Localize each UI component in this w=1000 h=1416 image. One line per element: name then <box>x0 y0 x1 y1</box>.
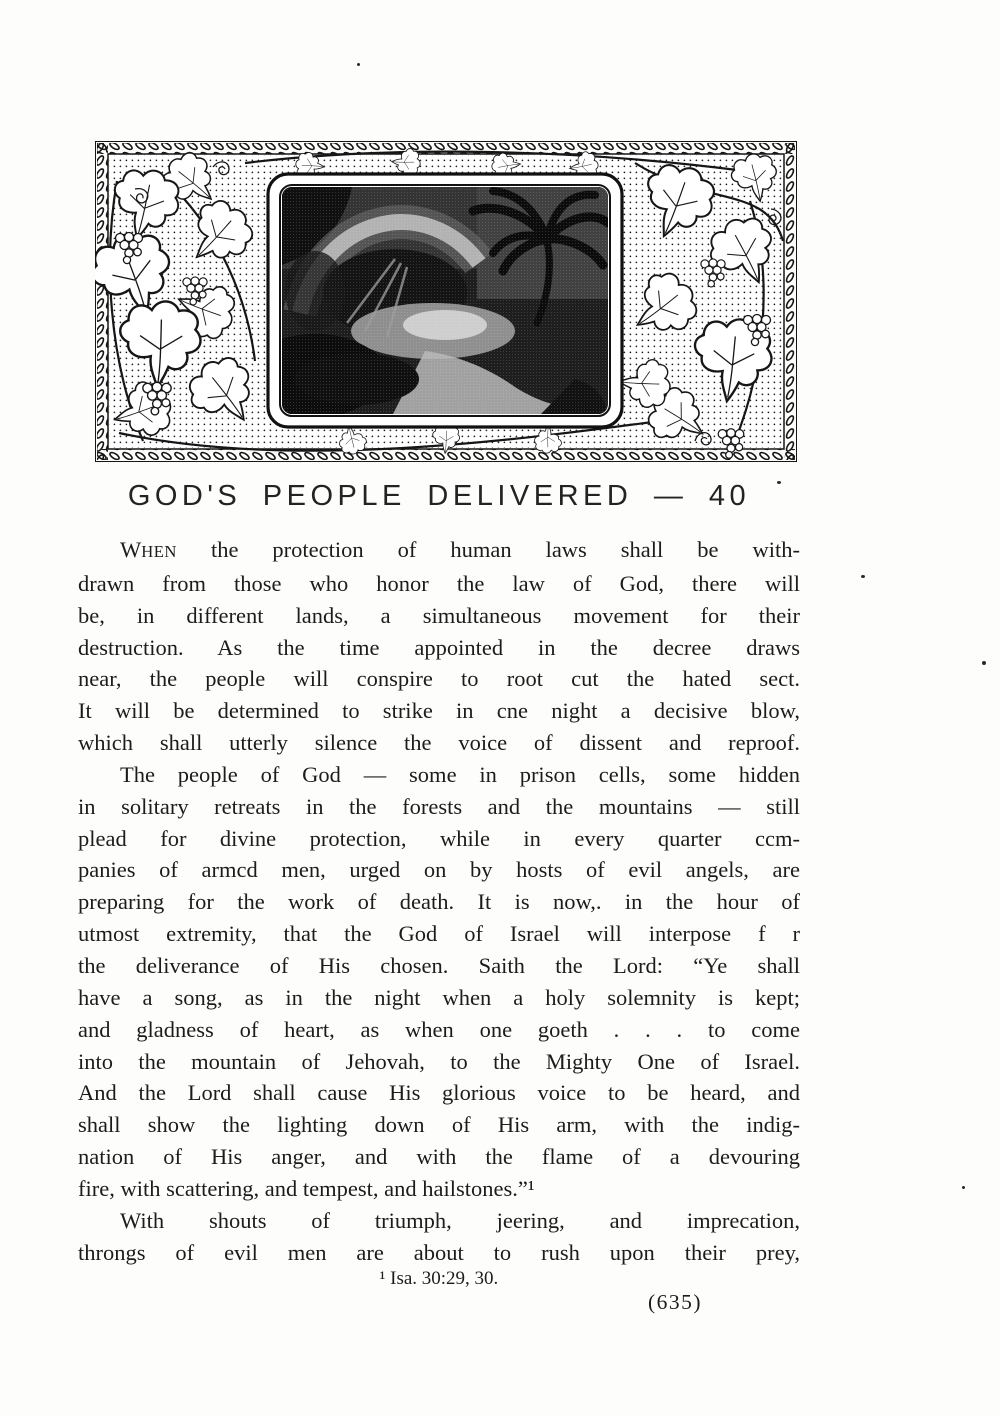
body-text <box>78 534 800 1268</box>
scan-speck <box>962 1186 965 1189</box>
text-line: It will be determined to strike in cne night a decisive blow, <box>78 698 800 724</box>
text-line: fire, with scattering, and tempest, and hailstones.”¹ <box>78 1175 535 1201</box>
text-line: With shouts of triumph, jeering, and imprecation, <box>120 1207 800 1233</box>
text-line: nation of His anger, and with the flame of a devouring <box>78 1144 800 1170</box>
chapter-title: GOD'S PEOPLE DELIVERED — 40 <box>127 480 751 512</box>
scan-speck <box>777 481 781 484</box>
text-line: drawn from those who honor the law of God, there will <box>78 570 800 596</box>
text-line: WHEN the protection of human laws shall be with- <box>120 537 800 562</box>
text-line: destruction. As the time appointed in the decree draws <box>78 634 800 660</box>
text-line: panies of armcd men, urged on by hosts of evil angels, are <box>78 857 800 883</box>
text-line: and gladness of heart, as when one goeth . . . to come <box>78 1016 800 1042</box>
page-number: (635) <box>648 1290 703 1314</box>
text-line: The people of God — some in prison cells, some hidden <box>120 761 800 787</box>
text-line: near, the people will conspire to root cut the hated sect. <box>78 666 800 692</box>
grapevine-headpiece <box>95 141 797 462</box>
text-line: plead for divine protection, while in every quarter ccm- <box>78 825 800 851</box>
footnote: ¹ Isa. 30:29, 30. <box>379 1268 499 1289</box>
landscape-engraving <box>282 187 608 414</box>
text-line: And the Lord shall cause His glorious voice to be heard, and <box>78 1080 800 1106</box>
scan-speck <box>357 63 360 66</box>
scan-speck <box>861 575 865 578</box>
text-line: the deliverance of His chosen. Saith the Lord: “Ye shall <box>78 952 800 978</box>
text-line: be, in different lands, a simultaneous movement for their <box>78 602 800 628</box>
text-line: preparing for the work of death. It is now,. in the hour of <box>78 889 800 915</box>
scan-speck <box>982 661 986 665</box>
text-line: throngs of evil men are about to rush upon their prey, <box>78 1239 800 1265</box>
text-line: into the mountain of Jehovah, to the Mighty One of Israel. <box>78 1048 800 1074</box>
text-line: utmost extremity, that the God of Israel will interpose f r <box>78 921 800 947</box>
text-line: in solitary retreats in the forests and the mountains — still <box>78 793 800 819</box>
text-line: have a song, as in the night when a holy solemnity is kept; <box>78 984 800 1010</box>
paragraph <box>78 534 800 759</box>
paragraph <box>78 1205 800 1269</box>
text-line: shall show the lighting down of His arm, with the indig- <box>78 1112 800 1138</box>
headpiece-illustration <box>95 141 797 462</box>
text-line: which shall utterly silence the voice of dissent and reproof. <box>78 730 800 756</box>
paragraph <box>78 759 800 1205</box>
